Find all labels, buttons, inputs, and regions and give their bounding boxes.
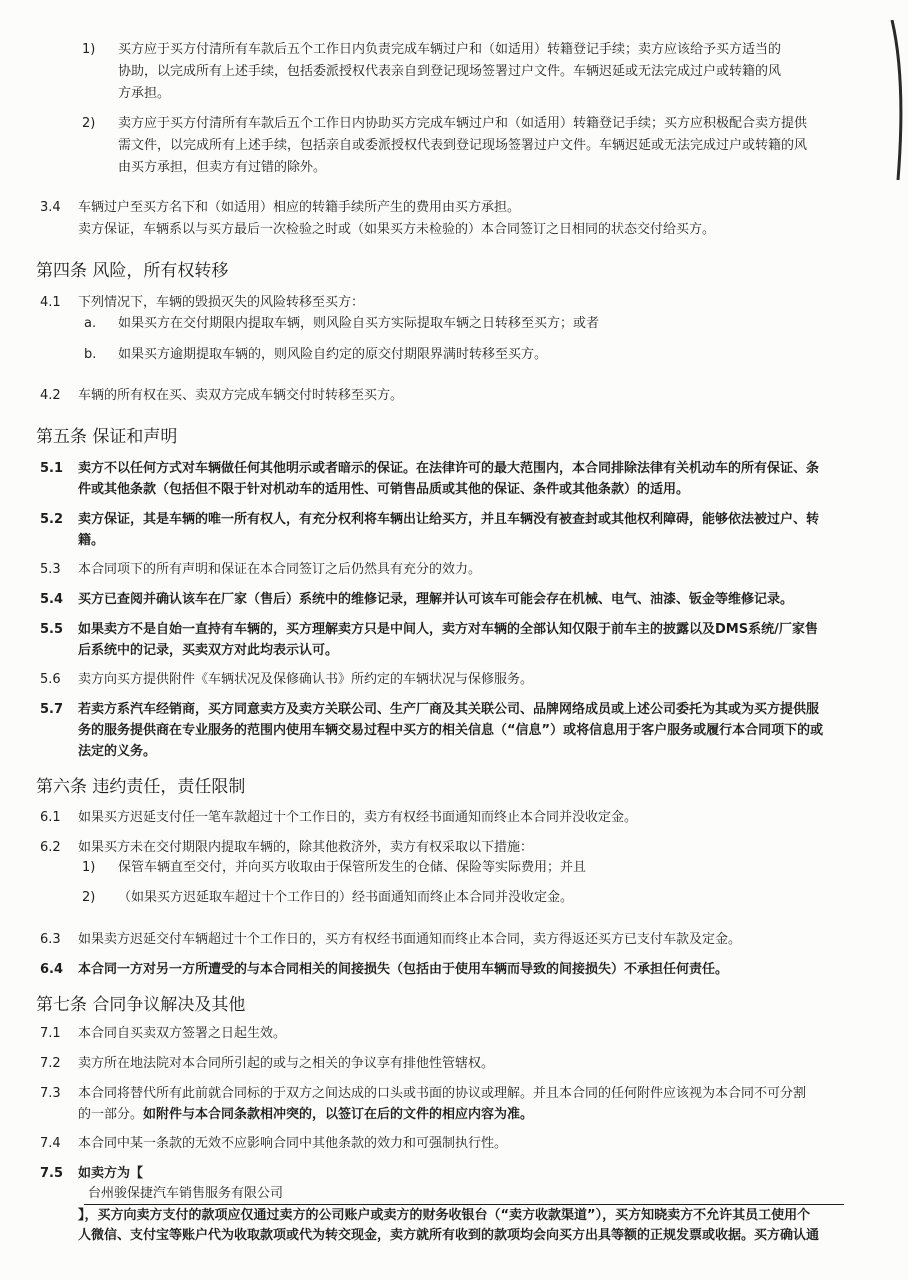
- clause-text: （如果买方迟延取车超过十个工作日的）经书面通知而终止本合同并没收定金。: [118, 890, 574, 905]
- clause-number: 7.1: [40, 1026, 61, 1041]
- clause-number: 5.4: [40, 592, 64, 607]
- clause-line: 后系统中的记录，买卖双方对此均表示认可。: [78, 643, 339, 658]
- clause-line: 籍。: [78, 533, 105, 548]
- item-number: 2): [82, 890, 96, 905]
- item-number: b.: [84, 347, 97, 362]
- clause-text: 本合同一方对另一方所遭受的与本合同相关的间接损失（包括由于使用车辆而导致的间接损失）不承担任何责任。: [78, 962, 729, 977]
- seller-name-field: [84, 1184, 844, 1205]
- clause-number: 6.2: [40, 840, 61, 855]
- article-4-heading: 第四条 风险，所有权转移: [36, 261, 229, 281]
- clause-text: 本合同中某一条款的无效不应影响合同中其他条款的效力和可强制执行性。: [78, 1136, 508, 1151]
- clause-text: 车辆的所有权在买、卖双方完成车辆交付时转移至买方。: [78, 388, 404, 403]
- article-6-heading: 第六条 违约责任，责任限制: [36, 777, 246, 797]
- clause-line: 件或其他条款（包括但不限于针对机动车的适用性、可销售品质或其他的保证、条件或其他条款）的适用。: [78, 482, 690, 497]
- clause-number: 5.3: [40, 562, 61, 577]
- clause-line: 如果卖方不是自始一直持有车辆的，买方理解卖方只是中间人，卖方对车辆的全部认知仅限于前车主的披露以及DMS系统/厂家售: [78, 622, 818, 637]
- clause-line: 由买方承担，但卖方有过错的除外。: [118, 160, 327, 175]
- clause-number: 5.6: [40, 672, 61, 687]
- clause-number: 7.3: [40, 1086, 61, 1101]
- clause-line: 买方应于买方付清所有车款后五个工作日内负责完成车辆过户和（如适用）转籍登记手续；卖方应该给予买方适当的: [118, 42, 782, 57]
- item-number: 1): [82, 860, 96, 875]
- clause-text: 如果买方逾期提取车辆的，则风险自约定的原交付期限界满时转移至买方。: [118, 347, 548, 362]
- clause-line: 卖方不以任何方式对车辆做任何其他明示或者暗示的保证。在法律许可的最大范围内，本合同排除法律有关机动车的所有保证、条: [78, 461, 820, 476]
- clause-line: 需文件，以完成所有上述手续，包括亲自或委派授权代表到登记现场签署过户文件。车辆迟延或无法完成过户或转籍的风: [118, 138, 808, 153]
- article-7-heading: 第七条 合同争议解决及其他: [36, 995, 246, 1015]
- item-number: 2): [82, 116, 96, 131]
- clause-line-plain: 的一部分。: [78, 1107, 144, 1122]
- clause-line: 人微信、支付宝等账户代为收取款项或代为转交现金，卖方就所有收到的款项均会向买方出具等额的正规发票或收据。买方确认通: [78, 1228, 820, 1243]
- article-5-heading: 第五条 保证和声明: [36, 427, 178, 447]
- clause-text: 如果买方迟延支付任一笔车款超过十个工作日的，卖方有权经书面通知而终止本合同并没收定金。: [78, 810, 638, 825]
- clause-number: 3.4: [40, 200, 61, 215]
- clause-text: 如果卖方迟延交付车辆超过十个工作日的，买方有权经书面通知而终止本合同，卖方得返还买方已支付车款及定金。: [78, 932, 742, 947]
- clause-line: [78, 1105, 533, 1125]
- clause-text: 本合同项下的所有声明和保证在本合同签订之后仍然具有充分的效力。: [78, 562, 482, 577]
- scan-edge-shadow: [884, 20, 908, 180]
- item-number: 1): [82, 42, 96, 57]
- clause-text: 本合同自买卖双方签署之日起生效。: [78, 1026, 287, 1041]
- clause-number: 6.3: [40, 932, 61, 947]
- clause-line: 务的服务提供商在专业服务的范围内使用车辆交易过程中买方的相关信息（“信息”）或将信息用于客户服务或履行本合同项下的或: [78, 723, 824, 738]
- clause-line: 卖方保证，车辆系以与买方最后一次检验之时或（如果买方未检验的）本合同签订之日相同的状态交付给买方。: [78, 222, 716, 237]
- clause-line: 车辆过户至买方名下和（如适用）相应的转籍手续所产生的费用由买方承担。: [78, 200, 521, 215]
- clause-line: 本合同将替代所有此前就合同标的于双方之间达成的口头或书面的协议或理解。并且本合同的任何附件应该视为本合同不可分割: [78, 1086, 807, 1101]
- clause-text: 如果买方在交付期限内提取车辆，则风险自买方实际提取车辆之日转移至买方；或者: [118, 316, 600, 331]
- clause-number: 7.5: [40, 1166, 64, 1181]
- clause-text: 买方已查阅并确认该车在厂家（售后）系统中的维修记录，理解并认可该车可能会存在机械、电气、油漆、钣金等维修记录。: [78, 592, 794, 607]
- clause-prefix: 如卖方为【: [78, 1166, 144, 1181]
- clause-line: 卖方保证，其是车辆的唯一所有权人，有充分权利将车辆出让给买方，并且车辆没有被查封或其他权利障碍，能够依法被过户、转: [78, 512, 820, 527]
- clause-text: 如果买方未在交付期限内提取车辆的，除其他救济外，卖方有权采取以下措施：: [78, 840, 534, 855]
- clause-number: 6.4: [40, 962, 64, 977]
- seller-name: 台州骏保捷汽车销售服务有限公司: [88, 1186, 284, 1201]
- clause-number: 4.2: [40, 388, 61, 403]
- clause-text: 保管车辆直至交付，并向买方收取由于保管所发生的仓储、保险等实际费用；并且: [118, 860, 587, 875]
- clause-number: 6.1: [40, 810, 61, 825]
- clause-text: 下列情况下，车辆的毁损灭失的风险转移至买方：: [78, 295, 365, 310]
- clause-line: 方承担。: [118, 86, 171, 101]
- item-number: a.: [84, 316, 97, 331]
- clause-number: 5.2: [40, 512, 64, 527]
- clause-line-bold: 如附件与本合同条款相冲突的，以签订在后的文件的相应内容为准。: [143, 1107, 534, 1122]
- clause-number: 7.4: [40, 1136, 61, 1151]
- clause-line: 卖方应于买方付清所有车款后五个工作日内协助买方完成车辆过户和（如适用）转籍登记手续；买方应积极配合卖方提供: [118, 116, 808, 131]
- clause-number: 4.1: [40, 295, 61, 310]
- clause-line: 协助，以完成所有上述手续，包括委派授权代表亲自到登记现场签署过户文件。车辆迟延或无法完成过户或转籍的风: [118, 64, 782, 79]
- clause-number: 7.2: [40, 1056, 61, 1071]
- clause-line: 法定的义务。: [78, 744, 157, 759]
- clause-number: 5.7: [40, 702, 64, 717]
- clause-text: 卖方向买方提供附件《车辆状况及保修确认书》所约定的车辆状况与保修服务。: [78, 672, 534, 687]
- clause-line: 若卖方系汽车经销商，买方同意卖方及卖方关联公司、生产厂商及其关联公司、品牌网络成员或上述公司委托为其或为买方提供服: [78, 702, 820, 717]
- clause-line: 】，买方向卖方支付的款项应仅通过卖方的公司账户或卖方的财务收银台（“卖方收款渠道”），买方知晓卖方不允许其员工使用个: [78, 1208, 811, 1223]
- clause-text: 卖方所在地法院对本合同所引起的或与之相关的争议享有排他性管辖权。: [78, 1056, 495, 1071]
- clause-number: 5.1: [40, 461, 64, 476]
- clause-number: 5.5: [40, 622, 64, 637]
